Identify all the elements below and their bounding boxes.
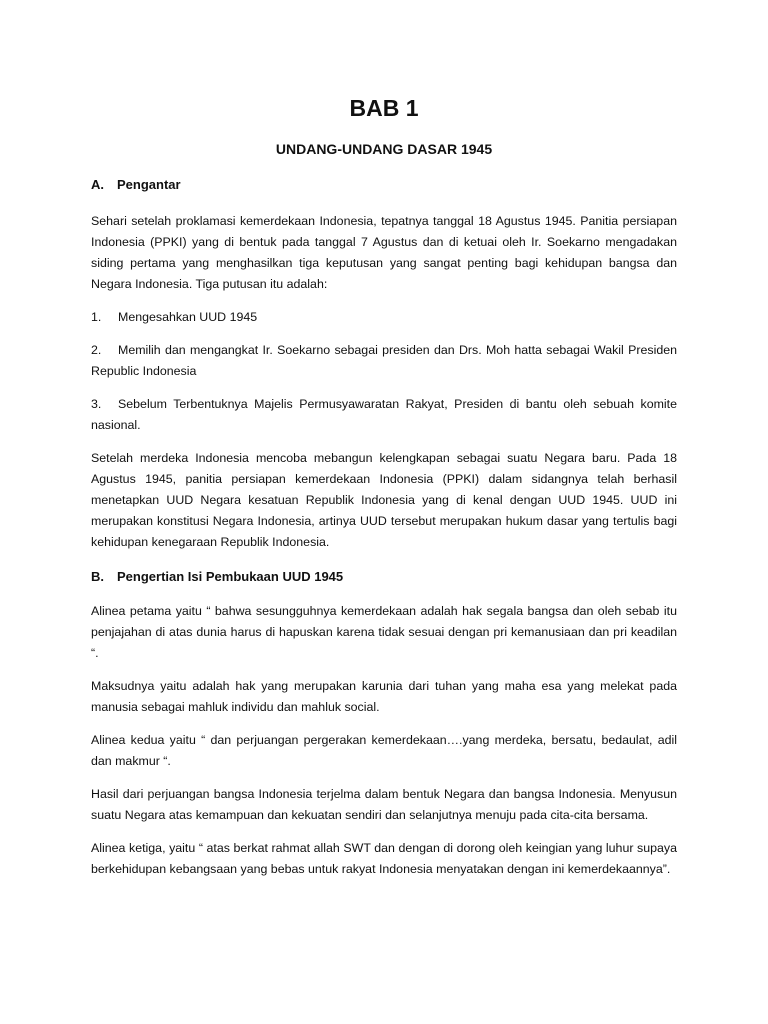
section-b-marker: B. [91, 569, 104, 584]
section-b-heading [91, 567, 677, 587]
section-a-heading [91, 175, 677, 195]
list-number: 2. [91, 343, 102, 357]
closing-paragraph: Setelah merdeka Indonesia mencoba mebangun kelengkapan sebagai suatu Negara baru. Pada 18 Agustus 1945, panitia persiapan kemerdekaan Indonesia (PPKI) dalam sidangnya telah berhasil menetapkan UUD Negara kesatuan Republik Indonesia yang di kenal dengan UUD 1945. UUD ini merupakan konstitusi Negara Indonesia, artinya UUD tersebut merupakan hukum dasar yang tertulis bagi kehidupan kenegaraan Republik Indonesia. [91, 451, 677, 549]
paragraph: Alinea petama yaitu “ bahwa sesungguhnya kemerdekaan adalah hak segala bangsa dan oleh sebab itu penjajahan di atas dunia harus di hapuskan karena tidak sesuai dengan pri kemanusiaan dan pri keadilan “. [91, 604, 677, 660]
list-text: Mengesahkan UUD 1945 [118, 310, 258, 324]
chapter-title: BAB 1 [349, 95, 419, 121]
chapter-subtitle: UNDANG-UNDANG DASAR 1945 [275, 141, 493, 157]
section-b-title: Pengertian Isi Pembukaan UUD 1945 [117, 569, 344, 584]
paragraph: Alinea kedua yaitu “ dan perjuangan pergerakan kemerdekaan….yang merdeka, bersatu, bedaulat, adil dan makmur “. [91, 733, 677, 768]
list-item [91, 307, 677, 328]
paragraph: Maksudnya yaitu adalah hak yang merupakan karunia dari tuhan yang maha esa yang melekat pada manusia sebagai mahluk individu dan mahluk social. [91, 679, 677, 714]
list-item [91, 394, 677, 436]
list-item [91, 340, 677, 382]
list-number: 1. [91, 310, 102, 324]
intro-paragraph: Sehari setelah proklamasi kemerdekaan Indonesia, tepatnya tanggal 18 Agustus 1945. Panitia persiapan Indonesia (PPKI) yang di bentuk pada tanggal 7 Agustus dan di ketuai oleh Ir. Soekarno mengadakan siding pertama yang menghasilkan tiga keputusan yang sangat penting bagi kehidupan bangsa dan Negara Indonesia. Tiga putusan itu adalah: [91, 214, 677, 291]
paragraph: Hasil dari perjuangan bangsa Indonesia terjelma dalam bentuk Negara dan bangsa Indonesia. Menyusun suatu Negara atas kemampuan dan kekuatan sendiri dan selanjutnya menuju pada cita-cita bersama. [91, 787, 677, 822]
paragraph: Alinea ketiga, yaitu “ atas berkat rahmat allah SWT dan dengan di dorong oleh keingian yang luhur supaya berkehidupan kebangsaan yang bebas untuk rakyat Indonesia menyatakan dengan ini kemerdekaannya”. [91, 841, 677, 876]
list-number: 3. [91, 397, 102, 411]
section-a-title: Pengantar [117, 177, 181, 192]
list-text: Sebelum Terbentuknya Majelis Permusyawaratan Rakyat, Presiden di bantu oleh sebuah komite nasional. [91, 397, 677, 432]
section-a-marker: A. [91, 177, 104, 192]
list-text: Memilih dan mengangkat Ir. Soekarno sebagai presiden dan Drs. Moh hatta sebagai Wakil Presiden Republic Indonesia [91, 343, 677, 378]
